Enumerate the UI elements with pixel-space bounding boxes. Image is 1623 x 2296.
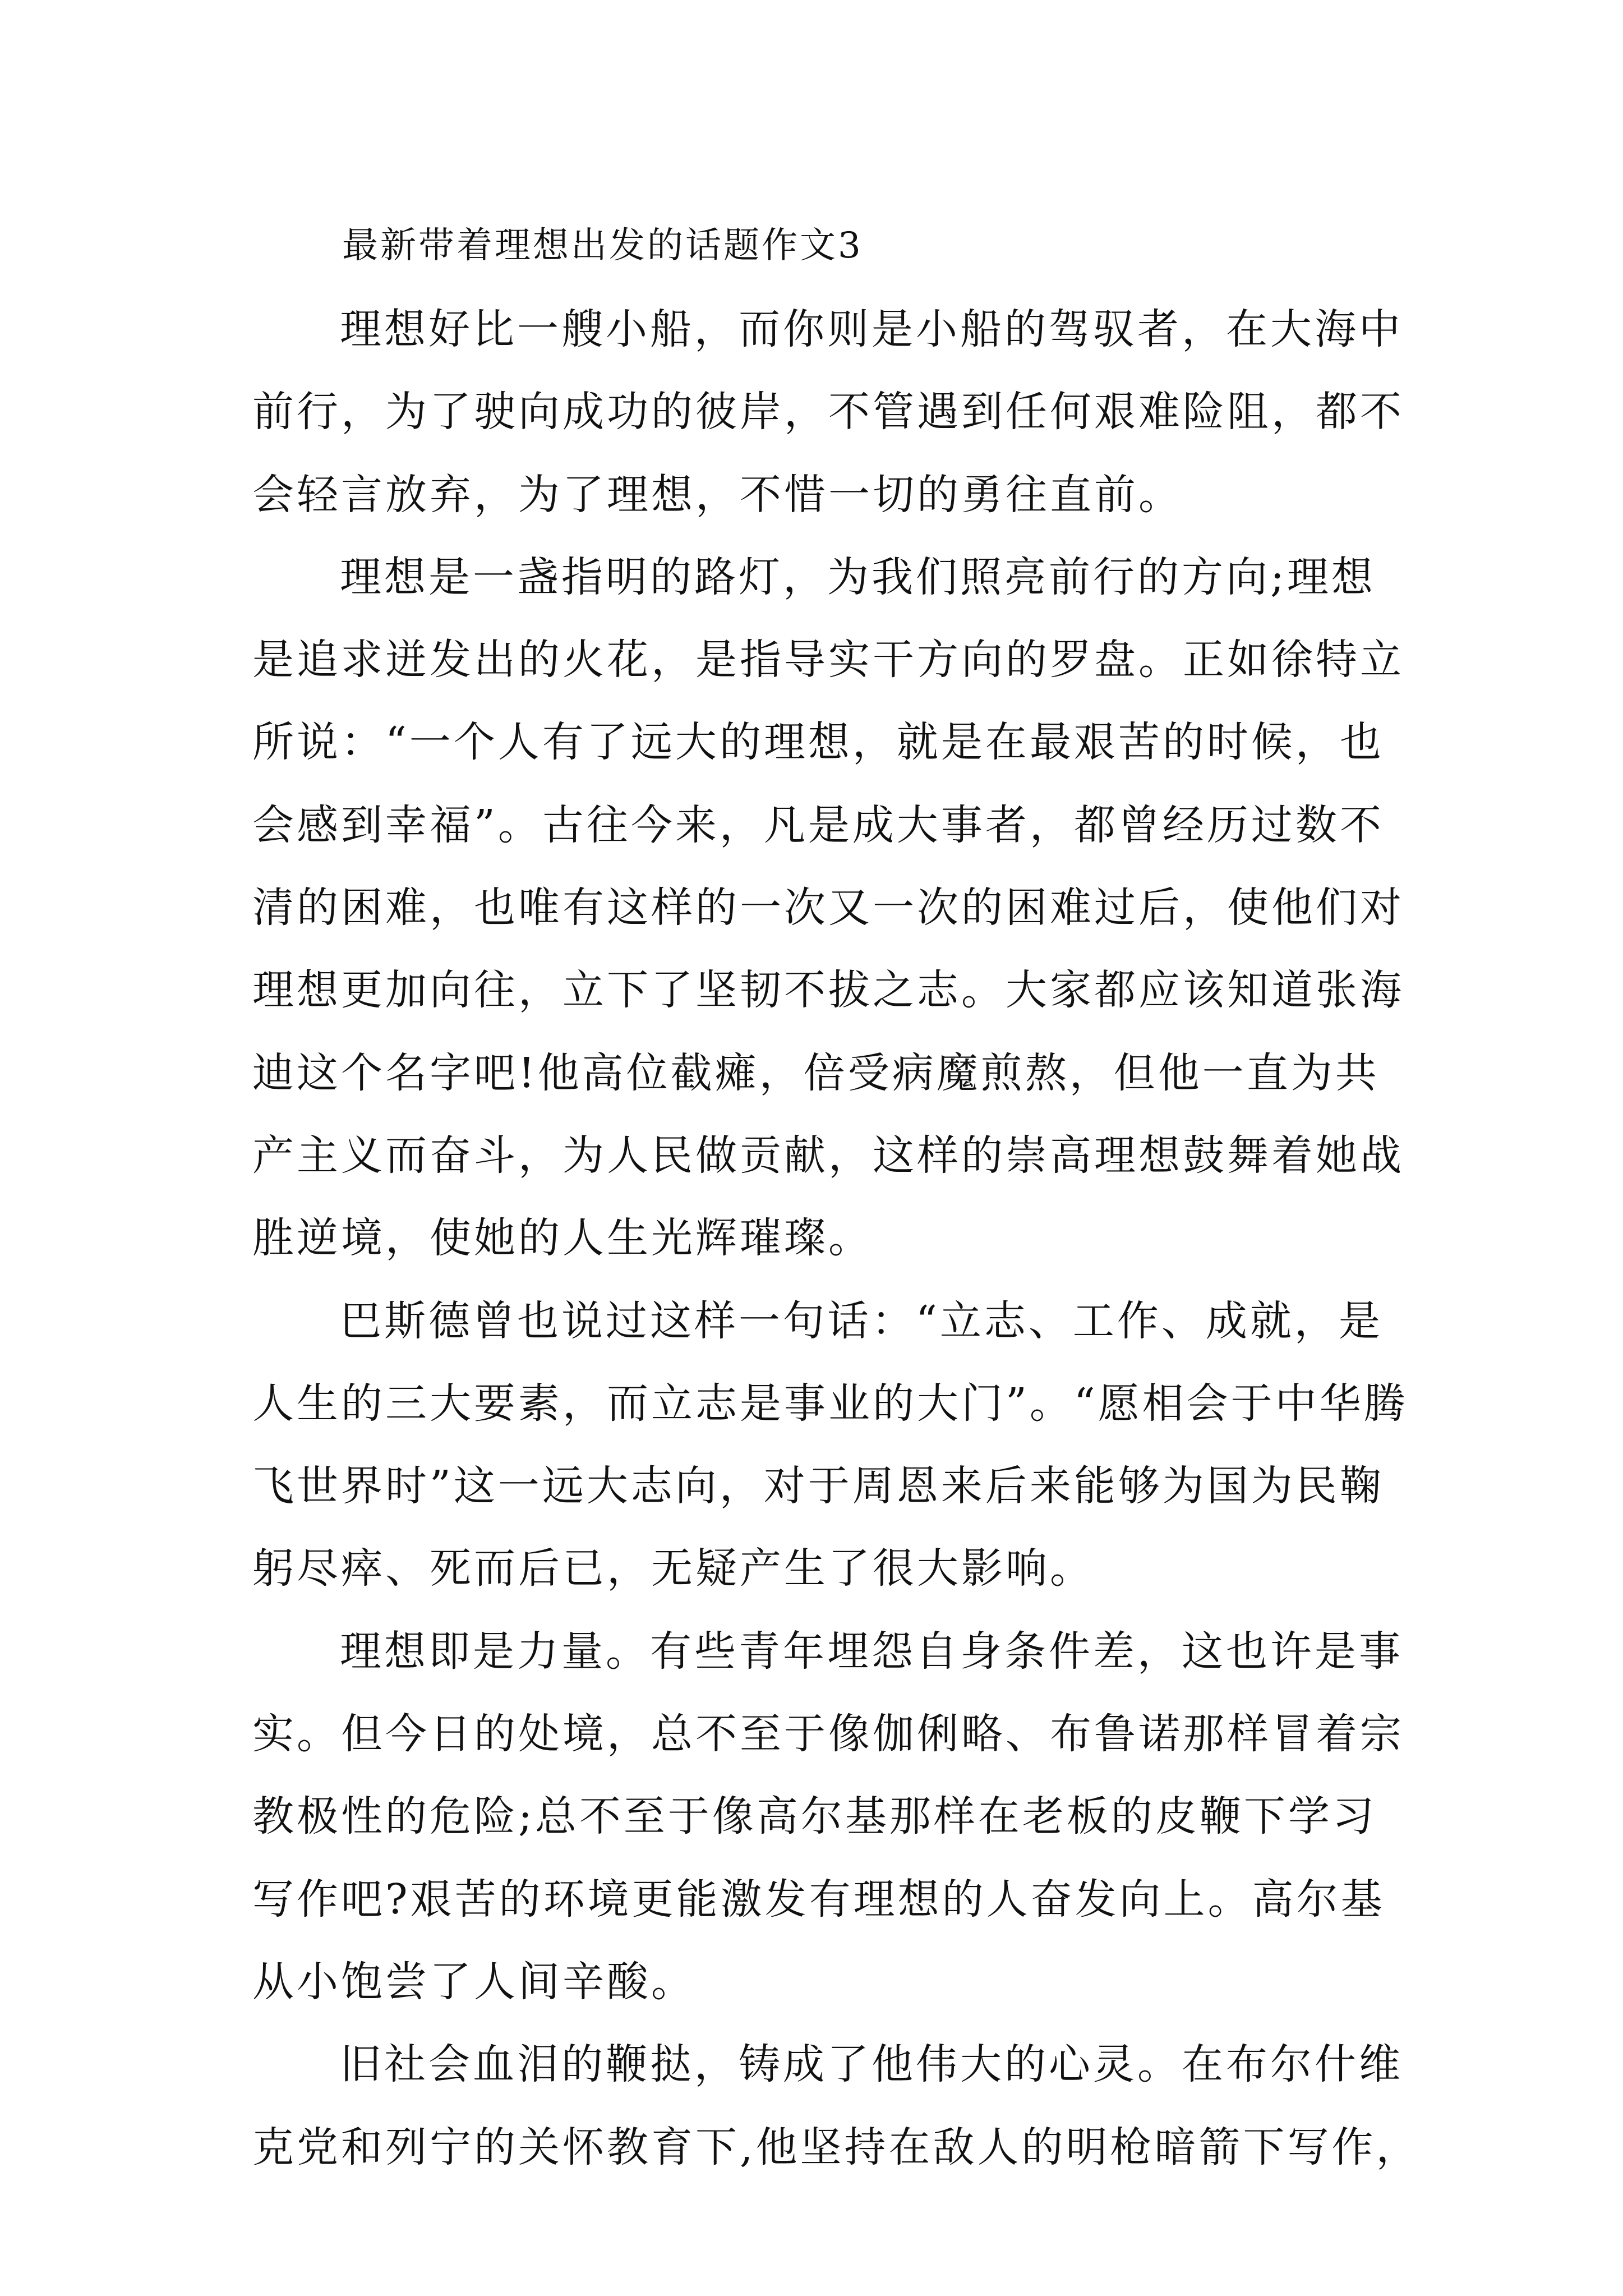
paragraph-line: 理想即是力量。有些青年埋怨自身条件差，这也许是事 [340,1627,1403,1676]
paragraph-line: 胜逆境，使她的人生光辉璀璨。 [252,1214,873,1263]
paragraph-line: 旧社会血泪的鞭挞，铸成了他伟大的心灵。在布尔什维 [340,2040,1403,2089]
paragraph-line: 是追求迸发出的火花，是指导实干方向的罗盘。正如徐特立 [252,636,1404,684]
paragraph-line: 从小饱尝了人间辛酸。 [252,1957,695,2006]
paragraph-line: 理想好比一艘小船，而你则是小船的驾驭者，在大海中 [340,305,1403,353]
paragraph-line: 人生的三大要素，而立志是事业的大门”。“愿相会于中华腾 [252,1379,1408,1428]
paragraph-line: 教极性的危险;总不至于像高尔基那样在老板的皮鞭下学习 [252,1792,1377,1841]
document-body [252,288,1421,2189]
paragraph-line: 会感到幸福”。古往今来，凡是成大事者，都曾经历过数不 [252,800,1384,849]
paragraph-line: 清的困难，也唯有这样的一次又一次的困难过后，使他们对 [252,884,1404,932]
paragraph-line: 会轻言放弃，为了理想，不惜一切的勇往直前。 [252,470,1183,519]
paragraph-line: 迪这个名字吧!他高位截瘫，倍受病魔煎熬，但他一直为共 [252,1048,1380,1097]
paragraph-line: 产主义而奋斗，为人民做贡献，这样的崇高理想鼓舞着她战 [252,1131,1404,1180]
paragraph-line: 飞世界时”这一远大志向，对于周恩来后来能够为国为民鞠 [252,1462,1384,1511]
paragraph-line: 克党和列宁的关怀教育下,他坚持在敌人的明枪暗箭下写作， [252,2123,1421,2171]
paragraph-line: 所说：“一个人有了远大的理想，就是在最艰苦的时候，也 [252,718,1384,767]
paragraph-line: 实。但今日的处境，总不至于像伽俐略、布鲁诺那样冒着宗 [252,1710,1404,1759]
paragraph-line: 巴斯德曾也说过这样一句话：“立志、工作、成就，是 [340,1296,1383,1345]
paragraph-line: 理想更加向往，立下了坚韧不拔之志。大家都应该知道张海 [252,966,1404,1015]
paragraph-line: 前行，为了驶向成功的彼岸，不管遇到任何艰难险阻，都不 [252,388,1404,436]
document-title: 最新带着理想出发的话题作文3 [342,225,863,266]
paragraph-line: 躬尽瘁、死而后已，无疑产生了很大影响。 [252,1544,1094,1593]
paragraph-line: 理想是一盏指明的路灯，为我们照亮前行的方向;理想 [340,553,1376,601]
paragraph-line: 写作吧?艰苦的环境更能激发有理想的人奋发向上。高尔基 [252,1875,1385,1924]
